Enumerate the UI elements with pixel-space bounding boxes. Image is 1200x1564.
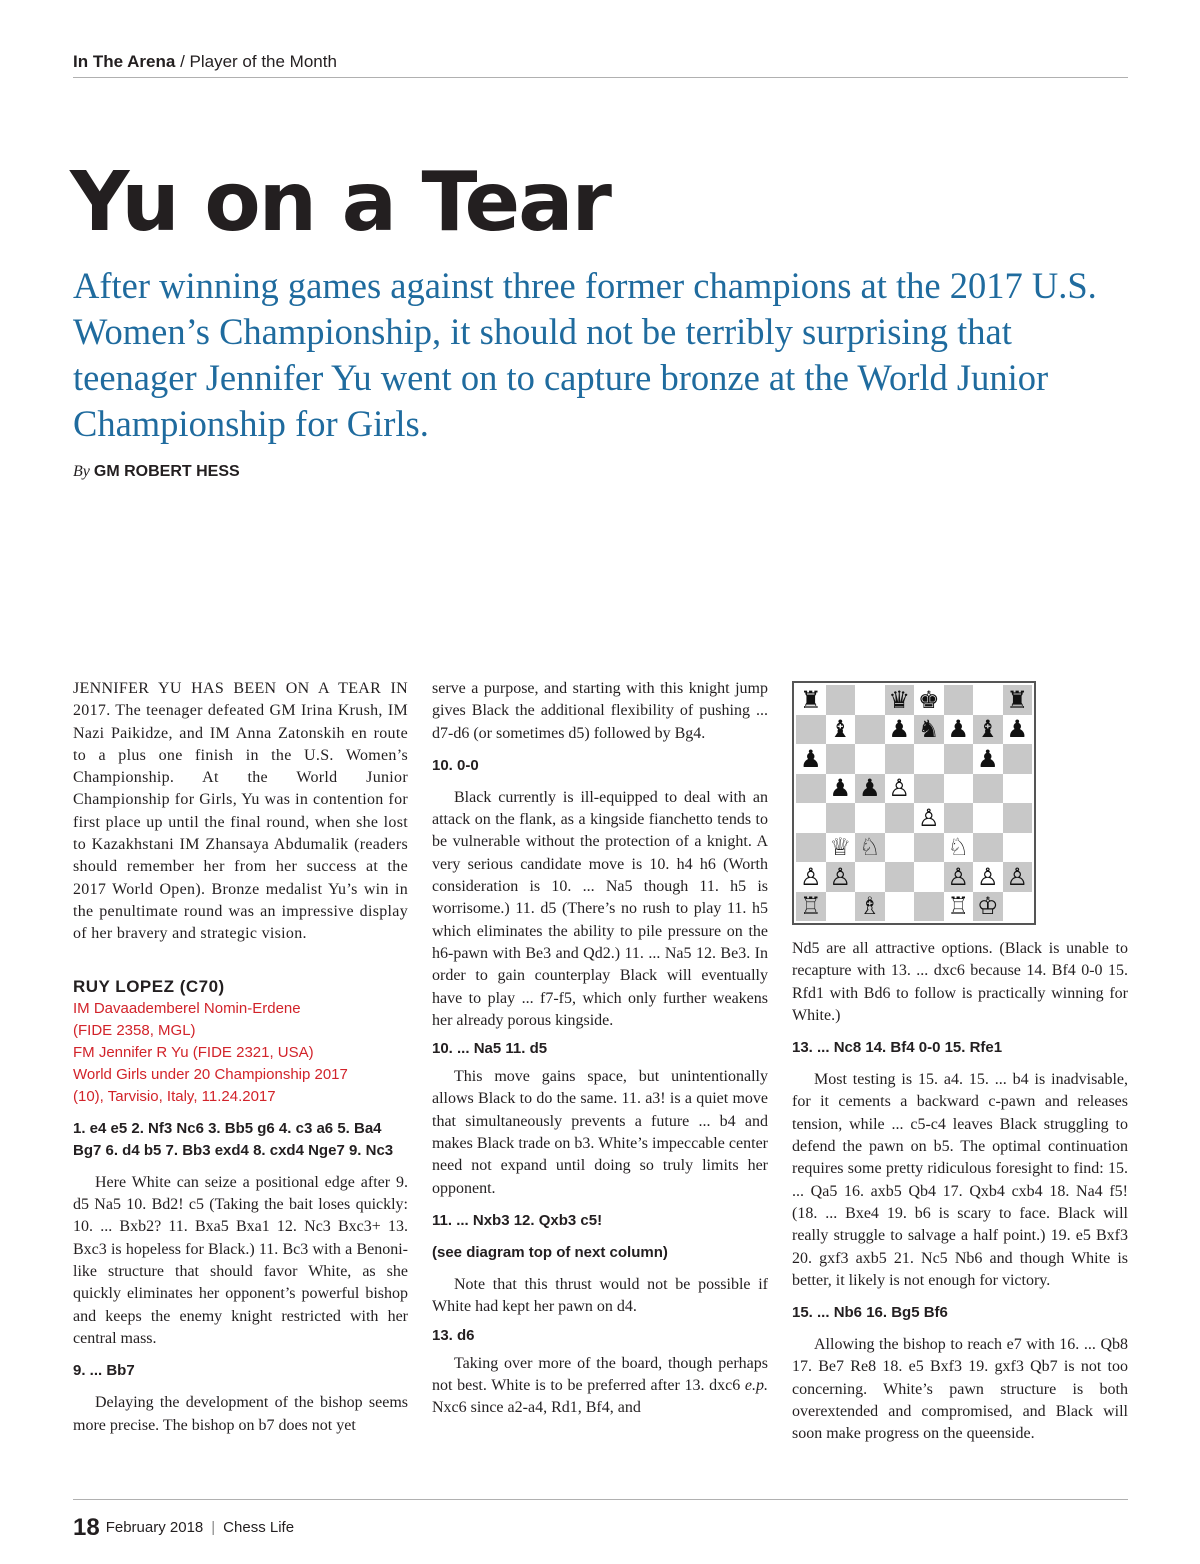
article-deck: After winning games against three former champions at the 2017 U.S. Women’s Championship, it should not be terribly surprising that teenager Jennifer Yu went on to capture bronze at the World Junior Championship for Girls. [73,265,1097,444]
black-bishop-icon: ♝ [829,715,851,744]
white-bishop-icon: ♗ [858,892,881,921]
board-square [1003,833,1033,863]
board-square [796,774,826,804]
folio-separator: | [211,1519,216,1536]
commentary-paragraph: Black currently is ill-equipped to deal with an attack on the flank, as a kingside fianchetto tends to be vulnerable without the protection of a knight. A very serious candidate move is 10. h4 h6 (Worth consideration is 10. ... Na5 though 11. h5 is worrisome.) 11. d5 (There’s no rush to play 11. h5 which eliminates the ability to pile pressure on the h6-pawn with Be3 and Qd2.) 11. ... Na5 12. Be3. In order to gain counterplay Black will eventually have to play ... f7-f5, which only further weakens her already porous kingside. [432,788,768,1029]
move-sequence: 10. ... Na5 11. d5 [432,1040,548,1058]
board-square [826,744,856,774]
board-square [973,862,1003,892]
page-number: 18 [73,1514,100,1541]
board-square [885,744,915,774]
board-square [796,685,826,715]
board-square [796,715,826,745]
board-square [885,685,915,715]
board-square [796,744,826,774]
board-square [885,892,915,922]
chess-diagram [792,681,1036,925]
game-info-line: FM Jennifer R Yu (FIDE 2321, USA) [73,1043,314,1061]
commentary-paragraph: Nd5 are all attractive options. (Black is unable to recapture with 13. ... dxc6 because 14. Bf4 0-0 15. Rfd1 with Bd6 to follow is practically winning for White.) [792,940,1128,1024]
diagram-note: (see diagram top of next column) [432,1243,668,1261]
white-pawn-icon: ♙ [947,862,969,891]
board-square [826,862,856,892]
en-passant-abbrev: e.p. [744,1376,768,1394]
black-pawn-icon: ♟ [888,715,910,744]
board-square [796,892,826,922]
black-pawn-icon: ♟ [799,744,822,773]
board-square [796,862,826,892]
board-square [1003,715,1033,745]
board-square [855,715,885,745]
board-square [1003,803,1033,833]
commentary-paragraph: Allowing the bishop to reach e7 with 16. ... Qb8 17. Be7 Re8 18. e5 Bxf3 19. gxf3 Qb7 is not too concerning. White’s pawn structure is both overextended and compromised, and Black will soon make progress on the queenside. [792,1336,1128,1443]
black-pawn-icon: ♟ [947,715,969,744]
board-square [973,744,1003,774]
board-square [944,803,974,833]
commentary-paragraph: Most testing is 15. a4. 15. ... b4 is inadvisable, for it cements a backward c-pawn and releases tension, while ... c5-c4 leaves Black struggling to defend the pawn on b5. The optimal continuation requires some pretty ridiculous foresight to find: 15. ... Qa5 16. axb5 Qb4 17. Qxb4 cxb4 18. Na4 f5! (18. ... Bxe4 19. b6 is scary to face. Black will really struggle to salvage a half point.) 19. e5 Bxf3 20. gxf3 axb5 21. Nc5 Nb6 and though White is better, it likely is not enough for victory. [792,1071,1128,1289]
move-sequence: 9. ... Bb7 [73,1362,135,1380]
chess-board [796,685,1032,921]
board-square [914,685,944,715]
game-info [73,998,408,1108]
board-square [855,774,885,804]
commentary-paragraph: Here White can seize a positional edge after 9. d5 Na5 10. Bd2! c5 (Taking the bait loses quickly: 10. ... Bxb2? 11. Bxa5 Bxa1 12. Nc3 Bxc3+ 13. Bxc3 is hopeless for Black.) 11. Bc3 with a Benoni-like structure that should favor White, as she quickly eliminates her opponent’s powerful bishop and keeps the enemy knight restricted with her central mass. [73,1173,408,1347]
subsection-label: Player of the Month [189,52,337,71]
byline [73,463,240,481]
move-sequence: 13. ... Nc8 14. Bf4 0-0 15. Rfe1 [792,1039,1003,1057]
board-square [855,685,885,715]
column-2 [432,678,768,1419]
board-square [914,833,944,863]
white-king-icon: ♔ [976,892,999,921]
header-slash: / [175,52,190,71]
board-square [914,774,944,804]
board-square [944,715,974,745]
board-square [826,833,856,863]
move-sequence: 10. 0-0 [432,756,479,774]
black-queen-icon: ♛ [888,685,910,714]
commentary-paragraph [432,1353,768,1420]
move-sequence: 11. ... Nxb3 12. Qxb3 c5! [432,1211,603,1229]
byline-author: GM ROBERT HESS [93,463,240,480]
board-square [973,774,1003,804]
commentary-paragraph: Delaying the development of the bishop seems more precise. The bishop on b7 does not yet [73,1394,408,1434]
intro-paragraph: JENNIFER YU HAS BEEN ON A TEAR IN 2017. The teenager defeated GM Irina Krush, IM Nazi Paikidze, and IM Anna Zatonskih en route to a plus one finish in the U.S. Women’s Championship. At the World Junior Championship for Girls, Yu was in contention for first place up until the final round, when she lost to Kazakhstani IM Zhansaya Abdumalik (readers should remember her from her success at the 2017 World Open). Bronze medalist Yu’s win in the penultimate round was an impressive display of her bravery and strategic vision. [73,680,408,943]
board-square [944,774,974,804]
board-square [914,803,944,833]
white-rook-icon: ♖ [947,892,969,921]
board-square [855,862,885,892]
white-knight-icon: ♘ [947,833,969,862]
white-pawn-icon: ♙ [799,862,822,891]
black-king-icon: ♚ [917,685,940,714]
board-square [885,833,915,863]
board-square [1003,685,1033,715]
board-square [973,833,1003,863]
white-queen-icon: ♕ [829,833,851,862]
board-square [796,803,826,833]
commentary-paragraph: Note that this thrust would not be possible if White had kept her pawn on d4. [432,1275,768,1316]
game-info-line: (10), Tarvisio, Italy, 11.24.2017 [73,1087,276,1105]
black-pawn-icon: ♟ [1006,715,1028,744]
board-square [885,803,915,833]
board-square [973,803,1003,833]
white-pawn-icon: ♙ [1006,862,1028,891]
board-square [826,803,856,833]
board-square [826,774,856,804]
board-square [826,892,856,922]
black-pawn-icon: ♟ [976,744,999,773]
black-pawn-icon: ♟ [858,774,881,803]
folio [73,1514,294,1542]
black-rook-icon: ♜ [1006,685,1028,714]
white-pawn-icon: ♙ [976,862,999,891]
board-square [855,892,885,922]
board-square [944,744,974,774]
footer-rule [73,1499,1128,1500]
column-1 [73,678,408,1437]
move-sequence: 1. e4 e5 2. Nf3 Nc6 3. Bb5 g6 4. c3 a6 5. Ba4 Bg7 6. d4 b5 7. Bb3 exd4 8. cxd4 Nge7 9. Nc3 [73,1119,394,1159]
game-info-line: IM Davaademberel Nomin-Erdene [73,999,301,1017]
game-info-line: (FIDE 2358, MGL) [73,1021,196,1039]
white-pawn-icon: ♙ [888,774,910,803]
board-square [1003,892,1033,922]
board-square [914,892,944,922]
issue-date: February 2018 [105,1519,204,1536]
board-square [944,833,974,863]
board-square [796,833,826,863]
section-label: In The Arena [73,52,176,71]
board-square [973,715,1003,745]
black-rook-icon: ♜ [799,685,822,714]
board-square [855,833,885,863]
move-sequence: 15. ... Nb6 16. Bg5 Bf6 [792,1304,948,1322]
white-pawn-icon: ♙ [917,803,940,832]
board-square [1003,862,1033,892]
opening-title: RUY LOPEZ (C70) [73,976,225,996]
board-square [914,862,944,892]
board-square [826,715,856,745]
board-square [914,744,944,774]
black-bishop-icon: ♝ [976,715,999,744]
commentary-paragraph: This move gains space, but unintentionally allows Black to do the same. 11. a3! is a quiet move that simultaneously prevents a future ... b4 and makes Black trade on b3. White’s impeccable center need not expand until doing so truly limits her opponent. [432,1068,768,1197]
black-knight-icon: ♞ [917,715,940,744]
byline-by: By [73,463,90,480]
commentary-paragraph: serve a purpose, and starting with this knight jump gives Black the additional flexibility of pushing ... d7-d6 (or sometimes d5) followed by Bg4. [432,680,768,742]
commentary-text: Taking over more of the board, though perhaps not best. White is to be preferred after 13. dxc6 [432,1354,768,1394]
board-square [855,803,885,833]
running-header [73,52,1128,78]
move-sequence: 13. d6 [432,1326,475,1344]
board-square [944,685,974,715]
magazine-name: Chess Life [223,1519,295,1536]
board-square [944,892,974,922]
game-info-line: World Girls under 20 Championship 2017 [73,1065,348,1083]
board-square [885,862,915,892]
board-square [914,715,944,745]
board-square [944,862,974,892]
white-pawn-icon: ♙ [829,862,851,891]
article-title: Yu on a Tear [70,155,610,250]
black-pawn-icon: ♟ [829,774,851,803]
commentary-text: Nxc6 since a2-a4, Rd1, Bf4, and [432,1399,641,1417]
board-square [973,685,1003,715]
white-knight-icon: ♘ [858,833,881,862]
board-square [1003,774,1033,804]
board-square [826,685,856,715]
board-square [885,774,915,804]
white-rook-icon: ♖ [799,892,822,921]
board-square [1003,744,1033,774]
board-square [973,892,1003,922]
board-square [885,715,915,745]
board-square [855,744,885,774]
column-3 [792,938,1128,1446]
